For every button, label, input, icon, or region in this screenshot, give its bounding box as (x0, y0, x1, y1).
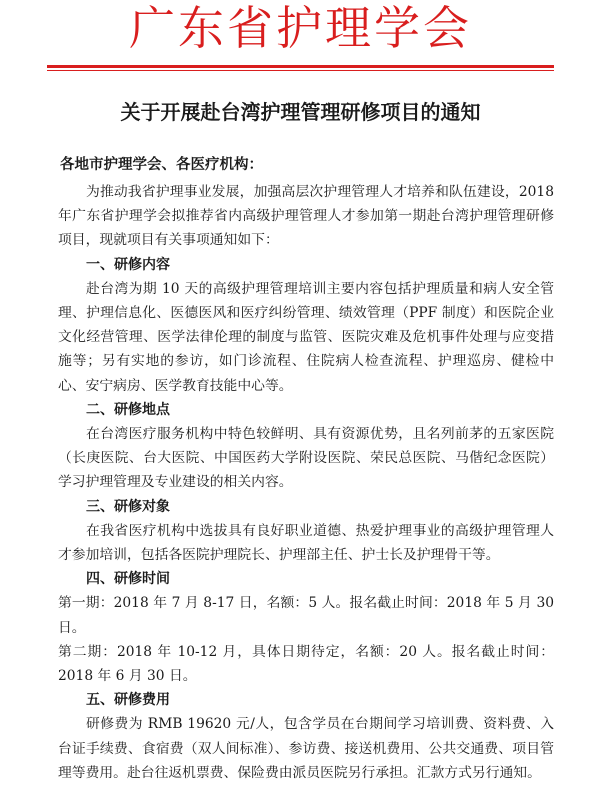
letterhead-rule (47, 65, 554, 68)
section-heading-participants: 三、研修对象 (86, 498, 170, 515)
section-paragraph-participants: 在我省医疗机构中选拔具有良好职业道德、热爱护理事业的高级护理管理人才参加培训，包括各医院护理院长、护理部主任、护士长及护理骨干等。 (58, 522, 554, 564)
intro-paragraph: 为推动我省护理事业发展，加强高层次护理管理人才培养和队伍建设，2018 年广东省护理学会拟推荐省内高级护理管理人才参加第一期赴台湾护理管理研修项目，现就项目有关事项通知如下： (58, 184, 554, 249)
document-title: 关于开展赴台湾护理管理研修项目的通知 (120, 100, 481, 124)
letterhead-rule-thin (47, 70, 554, 71)
section-heading-location: 二、研修地点 (86, 401, 170, 418)
salutation: 各地市护理学会、各医疗机构： (60, 156, 263, 173)
schedule-session-2: 第二期：2018 年 10-12 月，具体日期待定，名额：20 人。报名截止时间：2018 年 6 月 30 日。 (58, 643, 554, 685)
section-paragraph-fees: 研修费为 RMB 19620 元/人，包含学员在台期间学习培训费、资料费、入台证手续费、食宿费（双人间标准）、参访费、接送机费用、公共交通费、项目管理等费用。赴台往返机票费、保险费由派员医院另行承担。汇款方式另行通知。 (58, 716, 554, 781)
section-heading-fees: 五、研修费用 (86, 692, 170, 709)
section-paragraph-location: 在台湾医疗服务机构中特色较鲜明、具有资源优势，且名列前茅的五家医院（长庚医院、台大医院、中国医药大学附设医院、荣民总医院、马偕纪念医院）学习护理管理及专业建设的相关内容。 (58, 426, 554, 491)
section-paragraph-content: 赴台湾为期 10 天的高级护理管理培训主要内容包括护理质量和病人安全管理、护理信息化、医德医风和医疗纠纷管理、绩效管理（PPF 制度）和医院企业文化经营管理、医学法律伦理的制度与监管、医院灾难及危机事件处理与应变措施等；另有实地的参访，如门诊流程、住院病人检查流程、护理巡房、健检中心、安宁病房、医学教育技能中心等。 (58, 280, 554, 394)
document-body (58, 180, 554, 785)
schedule-session-1: 第一期：2018 年 7 月 8-17 日，名额：5 人。报名截止时间：2018 年 5 月 30 日。 (58, 595, 554, 636)
section-heading-schedule: 四、研修时间 (86, 571, 170, 588)
org-letterhead-title: 广东省护理学会 (129, 1, 472, 55)
section-heading-content: 一、研修内容 (86, 256, 170, 273)
